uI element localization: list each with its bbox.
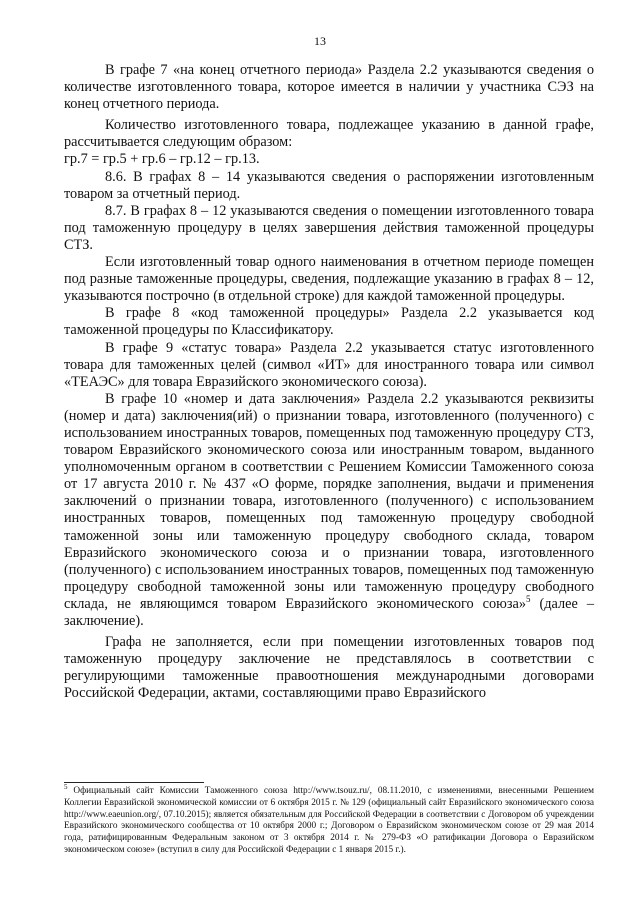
paragraph-graph-8: В графе 8 «код таможенной процедуры» Раздела 2.2 указывается код таможенной процедуры по Классификатору. <box>64 305 594 339</box>
body-text <box>64 62 594 702</box>
formula-graph-7: гр.7 = гр.5 + гр.6 – гр.12 – гр.13. <box>64 151 260 168</box>
paragraph-quantity-calculation: Количество изготовленного товара, подлежащее указанию в данной графе, рассчитывается следующим образом: <box>64 117 594 151</box>
footnote <box>64 782 595 857</box>
paragraph-8-6: 8.6. В графах 8 – 14 указываются сведения о распоряжении изготовленным товаром за отчетный период. <box>64 168 594 202</box>
paragraph-not-filled: Графа не заполняется, если при помещении изготовленных товаров под таможенную процедуру заключение не представлялось в соответствии с регулирующими таможенные правоотношения международными договорами Российской Федерации, актами, составляющими право Евразийского <box>64 634 594 702</box>
paragraph-graph-10-tail: (далее – заключение). <box>64 595 594 629</box>
paragraph-multiple-procedures: Если изготовленный товар одного наименования в отчетном периоде помещен под разные таможенные процедуры, сведения, подлежащие указанию в графах 8 – 12, указываются построчно (в отдельной строке) для каждой таможенной процедуры. <box>64 254 594 305</box>
page-number: 13 <box>314 34 326 48</box>
paragraph-graph-9: В графе 9 «статус товара» Раздела 2.2 указывается статус изготовленного товара для таможенных целей (символ «ИТ» для иностранного товара или символ «ТЕАЭС» для товара Евразийского экономического союза). <box>64 339 594 390</box>
paragraph-8-7: 8.7. В графах 8 – 12 указываются сведения о помещении изготовленного товара под таможенную процедуру в целях завершения действия таможенной процедуры СТЗ. <box>64 202 594 253</box>
paragraph-graph-10-text: В графе 10 «номер и дата заключения» Раздела 2.2 указываются реквизиты (номер и дата) заключения(ий) о признании товара, изготовленного (полученного) с использованием иностранных товаров, помещенных под таможенную процедуру СТЗ, товаром Евразийского экономического союза или иностранным товаром, выданного уполномоченным органом в соответствии с Решением Комиссии Таможенного союза от 17 августа 2010 г. № 437 «О форме, порядке заполнения, выдачи и применения заключений о признании товара, изготовленного (полученного) с использованием иностранных товаров, помещенных под таможенную процедуру свободной таможенной зоны или таможенную процедуру свободного склада, товаром Евразийского экономического союза и о признании товара, изготовленного (полученного) с использованием иностранных товаров, помещенных под таможенную процедуру свободной таможенной зоны или таможенную процедуру свободного склада, не являющимся товаром Евразийского экономического союза» <box>64 390 594 612</box>
footnote-text: Официальный сайт Комиссии Таможенного союза http://www.tsouz.ru/, 08.11.2010, с изменениями, внесенными Решением Коллегии Евразийской экономической комиссии от 6 октября 2015 г. № 129 (официальный сайт Евразийского экономического союза http://www.eaeunion.org/, 07.10.2015); является обязательным для Российской Федерации в соответствии с Договором об учреждении Евразийского экономического сообщества от 10 октября 2000 г.; Договором о Евразийском экономическом союзе от 29 мая 2014 года, ратифицированным Федеральным законом от 3 октября 2014 г. № 279-ФЗ «О ратификации Договора о Евразийском экономическом союзе» (вступил в силу для Российской Федерации с 1 января 2015 г.). <box>64 786 595 855</box>
footnote-reference: 5 <box>525 594 531 605</box>
footnote-marker: 5 <box>64 782 68 791</box>
paragraph-graph-7: В графе 7 «на конец отчетного периода» Раздела 2.2 указываются сведения о количестве изготовленного товара, которое имеется в наличии у участника СЭЗ на конец отчетного периода. <box>64 62 594 113</box>
paragraph-graph-10 <box>64 391 594 630</box>
footnote-divider <box>64 782 204 783</box>
